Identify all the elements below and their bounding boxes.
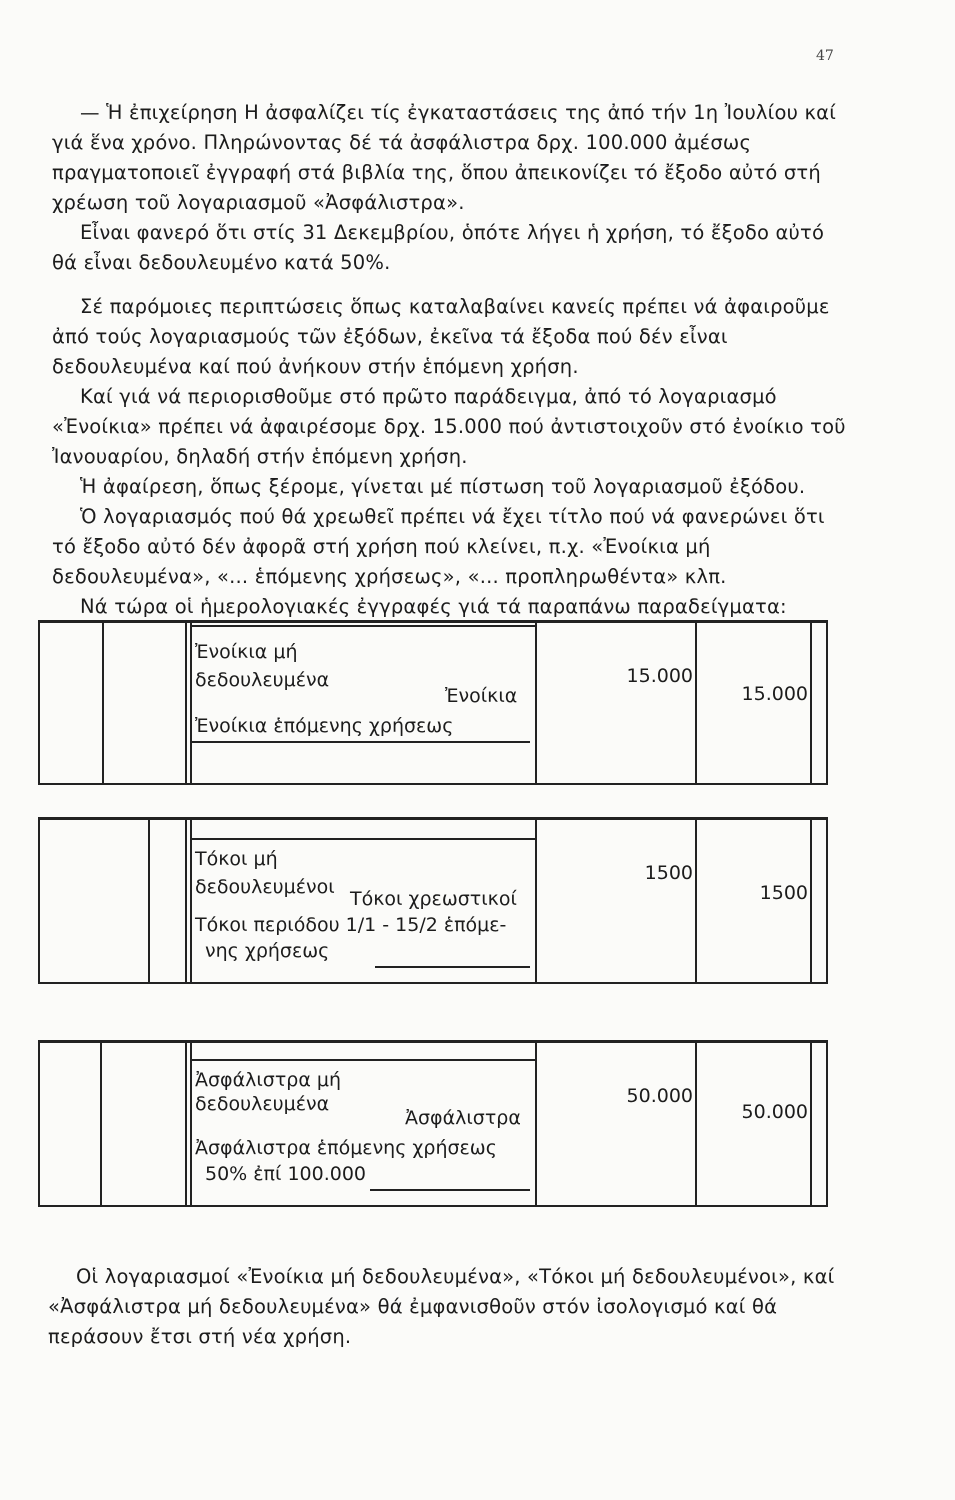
credit-account: Ἀσφάλιστρα xyxy=(405,1107,521,1129)
credit-amount: 15.000 xyxy=(741,683,808,705)
paragraph: Ὁ λογαριασμός πού θά χρεωθεῖ πρέπει νά ἔχει τίτλο πού νά φανερώνει ὅτι τό ἔξοδο αὐτό δέν ἀφορᾶ στή χρήση πού κλείνει, π.χ. «Ἐνοίκια μή δεδουλευμένα», «... ἑπόμενης χρήσεως», «... προπληρωθέντα» κλπ. xyxy=(52,505,825,588)
closing-paragraph: Οἱ λογαριασμοί «Ἐνοίκια μή δεδουλευμένα», «Τόκοι μή δεδουλευμένοι», καί «Ἀσφάλιστρα μή δεδουλευμένα» θά ἐμφανισθοῦν στόν ἰσολογισμό καί θά περάσουν ἔτσι στή νέα χρήση. xyxy=(48,1265,835,1348)
debit-account-line2: δεδουλευμένα xyxy=(195,669,330,691)
explanation-line1: Ἀσφάλιστρα ἑπόμενης χρήσεως xyxy=(195,1137,497,1159)
explanation-line1: Ἐνοίκια ἑπόμενης χρήσεως xyxy=(195,715,454,737)
page-number: 47 xyxy=(816,48,834,64)
closing-text xyxy=(48,1262,853,1352)
debit-account-line2: δεδουλευμένοι xyxy=(195,876,335,898)
credit-account: Ἐνοίκια xyxy=(445,685,518,707)
debit-amount: 50.000 xyxy=(626,1085,693,1107)
paragraph: Εἶναι φανερό ὅτι στίς 31 Δεκεμβρίου, ὁπότε λήγει ἡ χρήση, τό ἔξοδο αὐτό θά εἶναι δεδουλευμένο κατά 50%. xyxy=(52,221,825,274)
debit-account-line1: Τόκοι μή xyxy=(195,848,278,870)
debit-account-line1: Ἀσφάλιστρα μή xyxy=(195,1069,342,1091)
paragraph: Σέ παρόμοιες περιπτώσεις ὅπως καταλαβαίνει κανείς πρέπει νά ἀφαιροῦμε ἀπό τούς λογαριασμούς τῶν ἐξόδων, ἐκεῖνα τά ἔξοδα πού δέν εἶναι δεδουλευμένα καί πού ἀνήκουν στήν ἑπόμενη χρήση. xyxy=(52,295,830,378)
explanation-line1: Τόκοι περιόδου 1/1 - 15/2 ἑπόμε- xyxy=(195,914,507,936)
debit-amount: 1500 xyxy=(644,862,693,884)
credit-account: Τόκοι χρεωστικοί xyxy=(350,888,517,910)
paragraph: Ἡ ἀφαίρεση, ὅπως ξέρομε, γίνεται μέ πίστωση τοῦ λογαριασμοῦ ἐξόδου. xyxy=(80,475,806,498)
journal-entry-rent xyxy=(38,620,828,785)
debit-account-line1: Ἐνοίκια μή xyxy=(195,641,298,663)
paragraph: Καί γιά νά περιορισθοῦμε στό πρῶτο παράδειγμα, ἀπό τό λογαριασμό «Ἐνοίκια» πρέπει νά ἀφαιρέσομε δρχ. 15.000 πού ἀντιστοιχοῦν στό ἐνοίκιο τοῦ Ἰανουαρίου, δηλαδή στήν ἑπόμενη χρήση. xyxy=(52,385,846,468)
credit-amount: 50.000 xyxy=(741,1101,808,1123)
journal-entry-interest xyxy=(38,817,828,984)
credit-amount: 1500 xyxy=(759,882,808,904)
explanation-line2: νης χρήσεως xyxy=(205,940,330,962)
journal-entry-insurance xyxy=(38,1040,828,1207)
explanation-line2: 50% ἐπί 100.000 xyxy=(205,1163,367,1185)
debit-amount: 15.000 xyxy=(626,665,693,687)
paragraph: Νά τώρα οἱ ἡμερολογιακές ἐγγραφές γιά τά παραπάνω παραδείγματα: xyxy=(80,595,787,618)
paragraph: — Ἡ ἐπιχείρηση Η ἀσφαλίζει τίς ἐγκαταστάσεις της ἀπό τήν 1η Ἰουλίου καί γιά ἕνα χρόνο. Πληρώνοντας δέ τά ἀσφάλιστρα δρχ. 100.000 ἀμέσως πραγματοποιεῖ ἐγγραφή στά βιβλία της, ὅπου ἀπεικονίζει τό ἔξοδο αὐτό στή χρέωση τοῦ λογαριασμοῦ «Ἀσφάλιστρα». xyxy=(52,101,837,214)
debit-account-line2: δεδουλευμένα xyxy=(195,1093,330,1115)
body-text xyxy=(52,98,852,622)
